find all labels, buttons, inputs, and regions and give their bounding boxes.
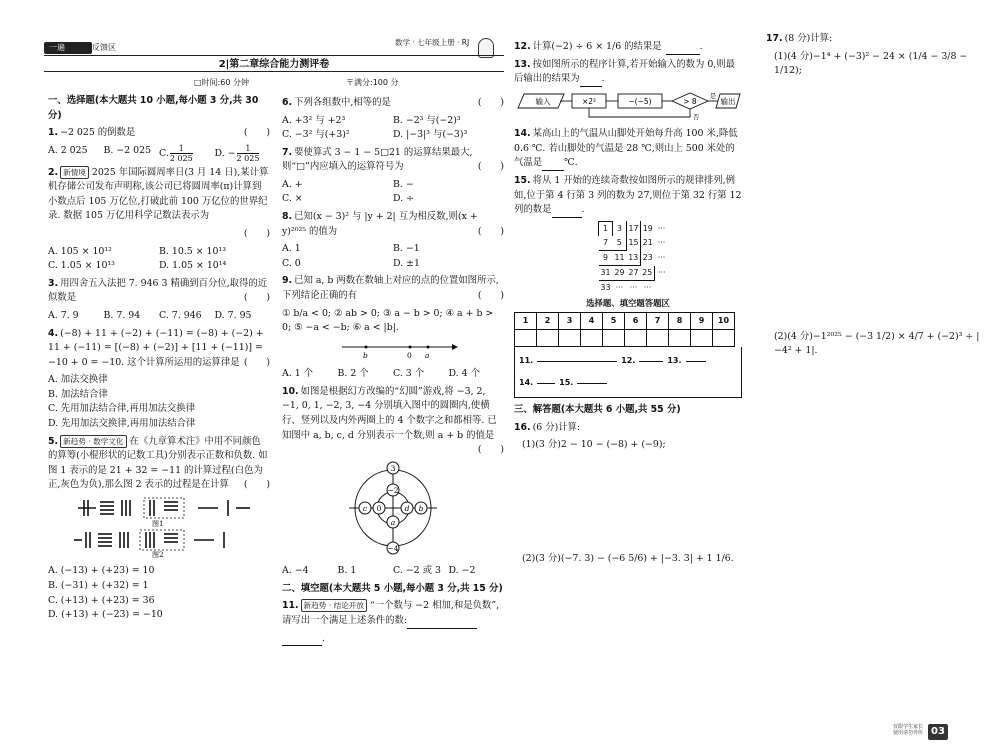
axis-label-a: a — [425, 350, 430, 360]
question-number: 15. — [514, 175, 531, 187]
question-4 — [48, 327, 270, 432]
question-stem: −2 025 的倒数是 — [60, 127, 136, 139]
answer-blank[interactable] — [537, 383, 555, 384]
answer-paren: ( ) — [477, 97, 504, 108]
subquestion-2: (2)(4 分)−1²⁰²⁵ − (−3 1/2) × 4/7 + (−2)³ ÷ |−4² + 1|. — [774, 330, 980, 357]
grid-cell: 23 — [641, 250, 655, 265]
question-number: 12. — [514, 41, 531, 52]
answer-paren: ( ) — [477, 225, 504, 237]
grid-cell: 33 — [600, 283, 611, 293]
grid-cell: ··· — [629, 283, 638, 293]
question-number: 10. — [282, 385, 299, 397]
answer-number: 2 — [537, 313, 559, 330]
answer-blank[interactable] — [537, 361, 617, 362]
option-b: B. 2 个 — [337, 368, 369, 380]
answer-area — [514, 297, 742, 398]
work-space[interactable] — [514, 456, 742, 552]
question-15: 15. 将从 1 开始的连续奇数按如图所示的规律排列,例如,位于第 4 行第 3 列的数为 27,则位于第 32 行第 12 列的数是 . 1 3 17 19 ··· 7 5 15 21 ··· 9 11 13 23 ··· 31 29 27 25 ··· 33 ··· ··· ··· — [514, 174, 742, 295]
answer-paren: ( ) — [477, 161, 504, 173]
question-number: 3. — [48, 277, 59, 289]
number-line-figure — [282, 339, 504, 361]
answer-number: 5 — [603, 313, 625, 330]
subquestion-2: (2)(3 分)(−7. 3) − (−6 5/6) + |−3. 3| + 1 1/6. — [522, 552, 734, 564]
option-a: A. 加法交换律 — [48, 374, 108, 386]
answer-paren: ( ) — [243, 228, 270, 240]
answer-number: 1 — [515, 313, 537, 330]
grid-cell: 7 — [599, 236, 613, 251]
option-c: C. $\frac{1}{2 025}$ — [159, 143, 193, 163]
page-number: 03 — [928, 724, 948, 740]
option-a: A. +3² 与 +2³ — [282, 114, 346, 126]
circle-b: b — [418, 503, 424, 513]
grid-cell — [655, 281, 669, 296]
grid-cell: 13 — [627, 250, 641, 265]
option-c: C. 先用加法结合律,再用加法交换律 — [48, 403, 196, 415]
grid-cell: 31 — [599, 266, 613, 281]
subquestion-1: (1)(4 分)−1⁴ + (−3)² − 24 × (1/4 − 3/8 − 1/12); — [774, 50, 968, 77]
question-5 — [48, 435, 270, 623]
circle-top: 3 — [390, 463, 396, 473]
option-c: C. (+13) + (+23) = 36 — [48, 594, 155, 606]
question-number: 11. — [282, 600, 299, 612]
answer-paren: ( ) — [477, 444, 504, 456]
header-rule — [44, 55, 504, 56]
question-stem: 要使算式 3 − 1 − 5□21 的运算结果最大,则“□”内应填入的运算符号为 — [282, 146, 473, 173]
answer-area-title: 选择题、填空题答题区 — [586, 298, 670, 309]
column-4 — [766, 32, 988, 362]
question-number: 1. — [48, 127, 59, 139]
question-score: (8 分)计算: — [784, 33, 833, 44]
answer-cell[interactable] — [559, 330, 581, 347]
question-stem: 计算(−2) ÷ 6 × 1/6 的结果是 — [532, 41, 662, 52]
option-a: A. (−13) + (+23) = 10 — [48, 565, 155, 577]
column-1 — [48, 92, 270, 626]
grid-cell: 19 — [641, 221, 655, 236]
grid-cell: 9 — [599, 250, 613, 265]
question-1 — [48, 126, 270, 163]
option-a: A. 1 个 — [282, 368, 314, 380]
circle-c: c — [362, 503, 368, 513]
column-3 — [514, 40, 742, 570]
option-d: D. ±1 — [393, 257, 420, 269]
option-b: B. 加法结合律 — [48, 388, 108, 400]
option-b: B. −1 — [393, 243, 420, 255]
option-c: C. −3² 与(+3)² — [282, 129, 350, 141]
footer-note: 仅限学生家长使用请勿外传 — [893, 724, 924, 736]
flow-multiply: ×2² — [581, 96, 597, 106]
column-2 — [282, 96, 504, 649]
question-number: 9. — [282, 275, 293, 287]
question-stem: 按如图所示的程序计算,若开始输入的数为 0,则最后输出的结果为 — [514, 58, 736, 85]
option-b: B. 1 — [337, 565, 357, 577]
answer-paren: ( ) — [477, 289, 504, 301]
option-a: A. 1 — [282, 243, 301, 255]
answer-cell[interactable] — [537, 330, 559, 347]
question-9 — [282, 274, 504, 381]
question-number: 17. — [766, 33, 783, 44]
option-b: B. −2 025 — [103, 144, 152, 156]
question-number: 16. — [514, 421, 531, 433]
question-stem: “一个数与 −2 相加,和是负数”,请写出一个满足上述条件的数: — [282, 600, 500, 627]
question-number: 13. — [514, 58, 531, 70]
circle-bottom: −4 — [387, 543, 399, 553]
grid-cell: ··· — [658, 268, 666, 278]
question-stem: 下列各组数中,相等的是 — [294, 97, 391, 108]
fill-label: 12. — [621, 355, 636, 365]
grid-cell: ··· — [657, 223, 666, 233]
flow-input: 输入 — [535, 96, 551, 106]
circle-a: a — [390, 517, 396, 527]
flowchart-figure — [514, 90, 742, 122]
question-tag: 新趋势 · 数学文化 — [60, 435, 126, 448]
question-stem: 将从 1 开始的连续奇数按如图所示的规律排列,例如,位于第 4 行第 3 列的数为 27,则位于第 32 行第 12 列的数是 — [514, 175, 742, 216]
option-d: D. ÷ — [393, 193, 414, 205]
option-b: B. − — [393, 178, 414, 190]
question-number: 14. — [514, 128, 531, 140]
grid-cell: 25 — [641, 266, 655, 281]
answer-cell[interactable] — [581, 330, 603, 347]
section-title: 二、填空题(本大题共 5 小题,每小题 3 分,共 15 分) — [282, 582, 503, 594]
odd-number-grid — [598, 221, 669, 295]
answer-cell[interactable] — [625, 330, 647, 347]
option-c: C. 3 个 — [393, 368, 425, 380]
answer-paren: ( ) — [243, 356, 270, 368]
header-tab: 一遍 — [44, 42, 92, 54]
question-number: 7. — [282, 146, 293, 158]
question-number: 8. — [282, 211, 293, 223]
option-d: D. (+13) + (−23) = −10 — [48, 609, 163, 621]
question-13: 13. 按如图所示的程序计算,若开始输入的数为 0,则最后输出的结果为 . 输入 ×2² −(−5) > 8 是 否 输出 — [514, 58, 742, 128]
unit: ℃. — [564, 157, 578, 169]
question-17 — [766, 32, 988, 359]
grid-cell: 3 — [613, 221, 627, 236]
flow-output: 输出 — [720, 96, 736, 106]
option-d: D. 先用加法交换律,再用加法结合律 — [48, 417, 196, 429]
question-6 — [282, 96, 504, 143]
circle-inner-top: −2 — [387, 485, 399, 495]
grid-cell: ··· — [657, 252, 666, 262]
question-3 — [48, 277, 270, 324]
question-number: 2. — [48, 166, 59, 178]
circle-zero: 0 — [376, 503, 382, 513]
question-16 — [514, 421, 742, 567]
exam-time: □时间:60 分钟 — [194, 78, 249, 87]
answer-cell[interactable] — [603, 330, 625, 347]
grid-cell: 11 — [613, 250, 627, 265]
answer-number: 9 — [691, 313, 713, 330]
section-title: 一、选择题(本大题共 10 小题,每小题 3 分,共 30 分) — [48, 95, 259, 121]
question-number: 6. — [282, 97, 293, 108]
fill-label: 11. — [519, 355, 534, 365]
answer-cell[interactable] — [669, 330, 691, 347]
fill-label: 13. — [667, 355, 682, 365]
grid-cell: ··· — [657, 238, 666, 248]
question-stem: 已知(x − 3)² 与 |y + 2| 互为相反数,则(x + y)²⁰²⁵ 的值为 — [282, 211, 478, 237]
flow-subtract: −(−5) — [628, 96, 652, 106]
answer-number: 4 — [581, 313, 603, 330]
flow-compare: > 8 — [683, 96, 697, 106]
option-a: A. + — [282, 178, 303, 190]
grid-cell: ··· — [643, 283, 652, 293]
answer-cell[interactable] — [691, 330, 713, 347]
answer-blank[interactable] — [552, 217, 582, 218]
answer-blank[interactable] — [407, 628, 477, 629]
header-subject: 数学 · 七年级上册 · RJ — [395, 38, 470, 47]
option-b: B. (−31) + (+32) = 1 — [48, 580, 149, 592]
figure-2-label: 图2 — [152, 550, 164, 558]
option-d: D. 1.05 × 10¹⁴ — [159, 260, 227, 272]
grid-cell: 1 — [599, 221, 613, 236]
option-a: A. −4 — [282, 565, 309, 577]
option-b: B. −2³ 与(−2)³ — [393, 114, 461, 126]
option-a: A. 7. 9 — [48, 309, 79, 321]
question-stem: (−8) + 11 + (−2) + (−11) = (−8) + (−2) + 11 + (−11) = [(−8) + (−2)] + [11 + (−11)] = −10 + 0 = −10. 这个计算所运用的运算律是 — [48, 327, 264, 368]
answer-number: 7 — [647, 313, 669, 330]
question-stem: 2025 年国际圆周率日(3 月 14 日),某计算机存储公司发布声明称,该公司已将圆周率(π)计算到小数点后 105 万亿位,打破此前 100 万亿位的世界纪录. 数据 105 万亿用科学记数法表示为 — [48, 166, 269, 222]
question-score: (6 分)计算: — [532, 421, 581, 433]
answer-paren: ( ) — [243, 479, 270, 491]
answer-number: 3 — [559, 313, 581, 330]
exam-score: 〒满分:100 分 — [346, 78, 399, 87]
option-d: D. |−3|³ 与(−3)³ — [393, 129, 468, 141]
answer-blank[interactable] — [666, 54, 700, 55]
question-8 — [282, 210, 504, 271]
answer-blank[interactable] — [686, 361, 706, 362]
question-number: 4. — [48, 327, 59, 339]
work-space[interactable] — [766, 82, 988, 330]
question-tag: 新趋势 · 结论开放 — [301, 599, 367, 612]
subquestion-1: (1)(3 分)2 − 10 − (−8) + (−9); — [522, 439, 666, 451]
fill-answer-box — [514, 347, 742, 398]
option-c: C. 0 — [282, 257, 301, 269]
option-c: C. 1.05 × 10¹³ — [48, 260, 115, 272]
fill-label: 15. — [559, 377, 574, 387]
statements: ① b/a < 0; ② ab > 0; ③ a − b > 0; ④ a + b > 0; ⑤ −a < −b; ⑥ a < |b|. — [282, 307, 494, 334]
grid-cell: ··· — [615, 283, 624, 293]
grid-cell: 15 — [627, 236, 641, 251]
question-stem: 某高山上的气温从山脚处开始每升高 100 米,降低 0.6 ℃. 若山脚处的气温是 28 ℃,则山上 500 米处的气温是 — [514, 128, 738, 169]
circle-d: d — [404, 503, 410, 513]
answer-blank[interactable] — [542, 170, 564, 171]
option-c: C. 7. 946 — [159, 309, 202, 321]
option-b: B. 10.5 × 10¹³ — [159, 245, 226, 257]
answer-number: 10 — [713, 313, 735, 330]
grid-cell: 21 — [641, 236, 655, 251]
header-section-label: 反馈区 — [92, 43, 116, 52]
answer-cell[interactable] — [647, 330, 669, 347]
option-c: C. −2 或 3 — [393, 565, 441, 577]
answer-blank[interactable] — [282, 645, 322, 646]
option-d: D. 7. 95 — [214, 309, 252, 321]
counting-rods-figure — [48, 496, 270, 558]
fill-label: 14. — [519, 377, 534, 387]
question-tag: 新情境 — [60, 166, 89, 179]
answer-number: 6 — [625, 313, 647, 330]
option-a: A. 2 025 — [48, 144, 88, 156]
grid-cell: 5 — [613, 236, 627, 251]
option-a: A. 105 × 10¹² — [48, 245, 112, 257]
question-12: 12. 计算(−2) ÷ 6 × 1/6 的结果是 . — [514, 40, 742, 55]
answer-paren: ( ) — [243, 127, 270, 139]
answer-blank[interactable] — [577, 383, 607, 384]
answer-number: 8 — [669, 313, 691, 330]
answer-blank[interactable] — [639, 361, 663, 362]
flow-yes: 是 — [709, 91, 717, 100]
question-stem: 在《九章算术注》中用不同颜色的算筹(小棍形状的记数工具)分别表示正数和负数. 如图 1 表示的是 21 + 32 = −11 的计算过程(白色为正,灰色为负),那么图 2 表示的过程是在计算 — [48, 435, 268, 491]
option-d: D. − $\frac{1}{2 025}$ — [214, 143, 260, 163]
answer-cell[interactable] — [713, 330, 735, 347]
question-14 — [514, 127, 742, 171]
page-title: 2|第二章综合能力测评卷 — [44, 58, 504, 72]
option-c: C. × — [282, 193, 303, 205]
answer-cell[interactable] — [515, 330, 537, 347]
grid-cell: 29 — [613, 266, 627, 281]
question-stem: 已知 a, b 两数在数轴上对应的点的位置如图所示,下列结论正确的有 — [282, 275, 499, 301]
answer-paren: ( ) — [243, 292, 270, 304]
grid-cell: 17 — [627, 221, 641, 236]
question-7 — [282, 146, 504, 207]
question-stem: 用四舍五入法把 7. 946 3 精确到百分位,取得的近似数是 — [48, 277, 268, 304]
answer-blank[interactable] — [580, 86, 602, 87]
option-d: D. 4 个 — [448, 368, 480, 380]
option-b: B. 7. 94 — [103, 309, 141, 321]
flow-no: 否 — [692, 112, 700, 121]
choice-answer-table — [514, 312, 735, 347]
question-11: 11. 新趋势 · 结论开放 “一个数与 −2 相加,和是负数”,请写出一个满足上述条件的数: . — [282, 599, 504, 646]
question-stem: 如图是根据幻方改编的“幻圆”游戏,将 −3, 2, −1, 0, 1, −2, 3, −4 分别填入图中的圆圈内,使横行、竖列以及内外两圈上的 4 个数字之和都相等. 已知图中 a, b, c, d 分别表示一个数,则 a + b 的值是 — [282, 385, 497, 441]
axis-label-b: b — [363, 350, 368, 360]
question-10 — [282, 385, 504, 579]
option-d: D. −2 — [448, 565, 476, 577]
grid-cell: 27 — [627, 266, 641, 281]
section-title: 三、解答题(本大题共 6 小题,共 55 分) — [514, 404, 681, 416]
magic-circle-figure — [282, 458, 504, 558]
axis-label-0: 0 — [407, 350, 412, 360]
figure-1-label: 图1 — [152, 519, 164, 528]
question-2 — [48, 166, 270, 274]
question-number: 5. — [48, 435, 59, 447]
